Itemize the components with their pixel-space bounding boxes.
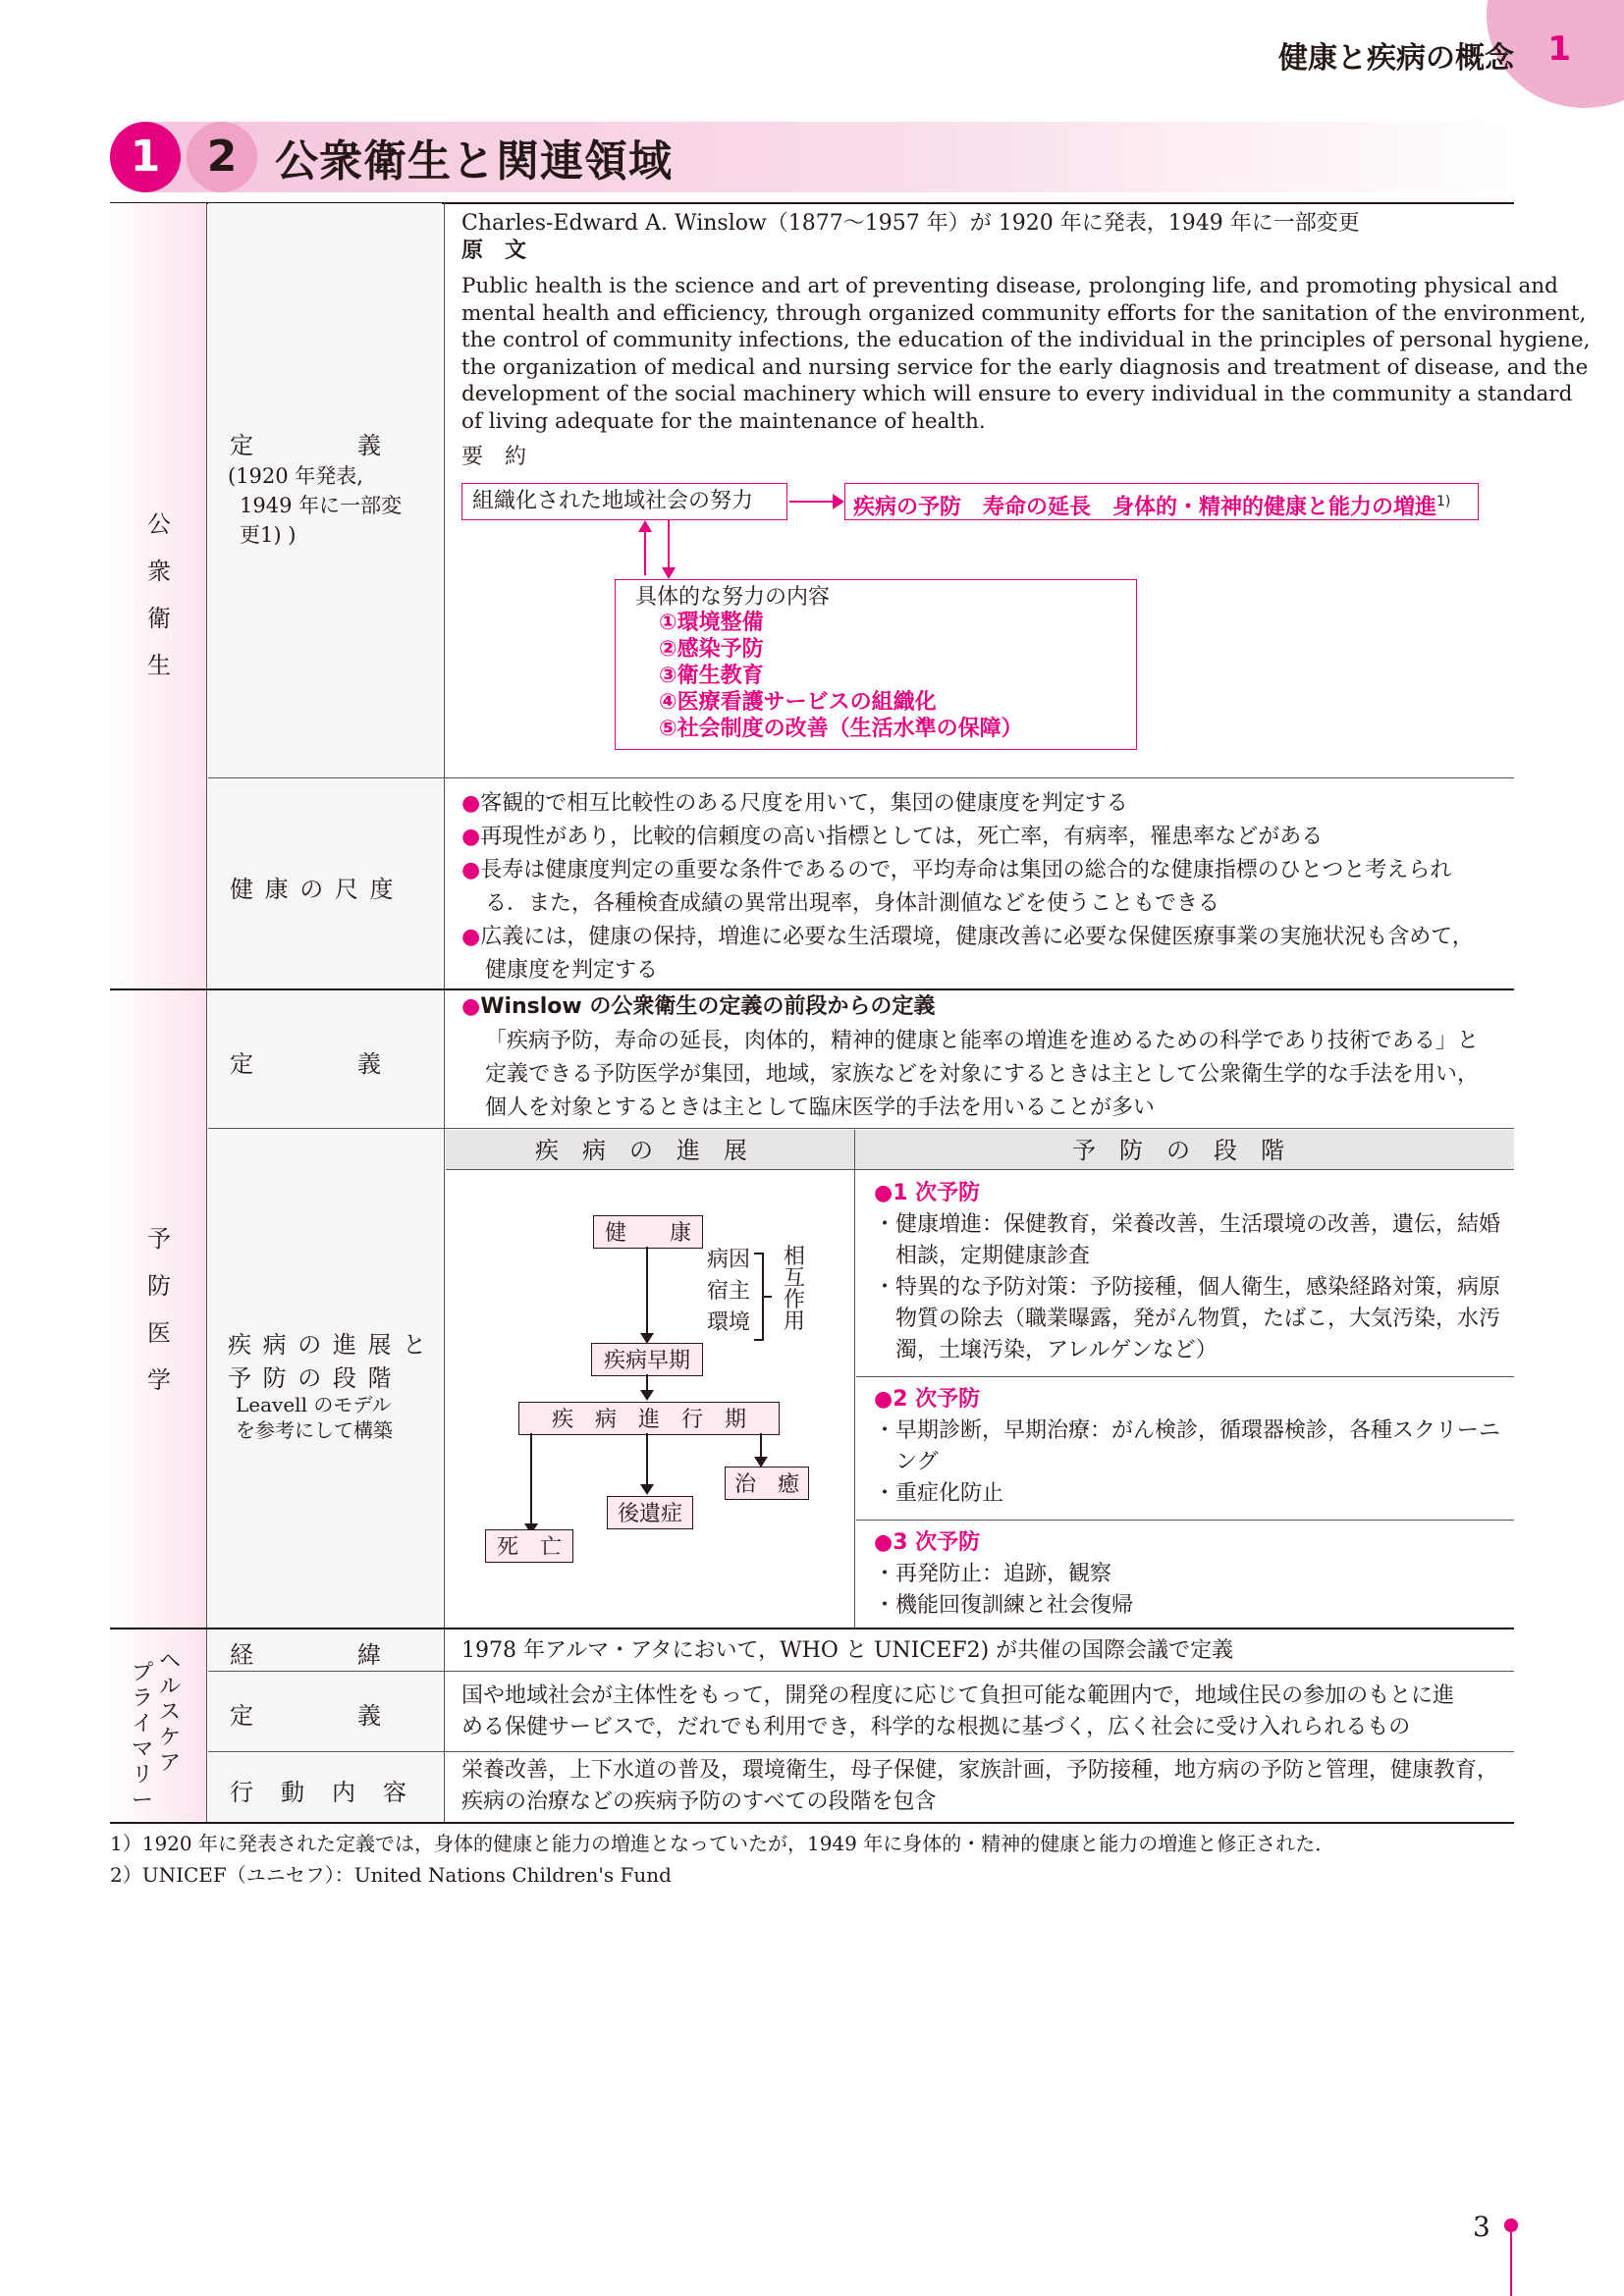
arrow-right-icon xyxy=(833,494,844,509)
leavell-note: Leavell のモデル を参考にして構築 xyxy=(236,1393,393,1442)
label-health-measure: 健 康 の 尺 度 xyxy=(230,876,396,903)
rule xyxy=(208,1671,1514,1672)
definition-note: (1920 年発表, 1949 年に一部変 更1) ) xyxy=(228,464,403,547)
secondary-prevention: ●2 次予防 ・早期診断，早期治療：がん検診，循環器検診，各種スクリーニ ング ・重症化防止 xyxy=(874,1387,1501,1506)
original-text: Public health is the science and art of preventing disease, prolonging life, and promoting physical and mental health and efficiency, through organized community efforts for the sanitation of the environment, the control of community infections, the education of the individual in the principles of personal hygiene, the organization of medical and nursing service for the early diagnosis and treatment of disease, and the development of the social machinery which will ensure to every individual in the community a standard of living adequate for the maintenance of health. xyxy=(461,274,1591,434)
rule xyxy=(208,777,1514,778)
arrow-down-icon xyxy=(640,1390,654,1401)
efforts-box: 具体的な努力の内容 ①環境整備 ②感染予防 ③衛生教育 ④医療看護サービスの組織化 ⑤社会制度の改善（生活水準の保障） xyxy=(615,579,1137,750)
goal-box: 疾病の予防 寿命の延長 身体的・精神的健康と能力の増進$^{1)}$ xyxy=(844,483,1479,520)
node-sequela: 後遺症 xyxy=(607,1496,693,1529)
label-stages-2: 予 防 の 段 階 xyxy=(228,1364,394,1392)
original-heading: 原 文 xyxy=(461,239,527,263)
effort-box: 組織化された地域社会の努力 xyxy=(461,483,787,520)
divider-sublabel xyxy=(444,203,445,1822)
arrow-down-icon xyxy=(662,567,676,579)
rule xyxy=(110,988,1514,990)
rule xyxy=(208,1751,1514,1752)
footnote-1: 1）1920 年に発表された定義では，身体的健康と能力の増進となっていたが，1949 年に身体的・精神的健康と能力の増進と修正された． xyxy=(110,1832,1335,1855)
node-death: 死 亡 xyxy=(485,1529,573,1563)
node-progress: 疾 病 進 行 期 xyxy=(518,1402,780,1435)
node-cure: 治 癒 xyxy=(725,1467,809,1500)
label-definition: 定 義 xyxy=(230,432,383,459)
category-preventive-medicine: 予 防 医 学 xyxy=(147,1225,171,1394)
col-progress-header: 疾 病 の 進 展 xyxy=(535,1137,747,1164)
rule xyxy=(110,1628,1514,1629)
section-number-1: 1 xyxy=(110,122,181,192)
flow-line xyxy=(530,1433,532,1527)
phc-actions-text: 栄養改善，上下水道の普及，環境衛生，母子保健，家族計画，予防接種，地方病の予防と管理，健康教育， 疾病の治療などの疾病予防のすべての段階を包含 xyxy=(461,1758,1499,1814)
causes: 病因 宿主 環境 xyxy=(707,1248,751,1335)
arrow-down-line xyxy=(668,520,670,569)
label-stages-1: 疾 病 の 進 展 と xyxy=(228,1331,429,1359)
section-title: 公衆衛生と関連領域 xyxy=(275,136,673,187)
col-prevent-header: 予 防 の 段 階 xyxy=(1072,1137,1284,1164)
tertiary-prevention: ●3 次予防 ・再発防止：追跡，観察 ・機能回復訓練と社会復帰 xyxy=(874,1530,1134,1618)
category-phc-col1: ヘ ル ス ケ ア xyxy=(158,1649,181,1776)
node-early: 疾病早期 xyxy=(591,1343,703,1376)
rule xyxy=(856,1376,1514,1377)
divider-category xyxy=(206,203,207,1822)
label-actions: 行 動 内 容 xyxy=(230,1779,408,1806)
page-number: 3 xyxy=(1473,2211,1490,2243)
footnote-2: 2）UNICEF（ユニセフ）：United Nations Children's Fund xyxy=(110,1863,672,1887)
section-number-2: 2 xyxy=(187,122,257,192)
brace-top xyxy=(754,1253,764,1255)
divider-stages xyxy=(854,1130,855,1628)
category-phc-col2: プ ラ イ マ リ ー xyxy=(131,1661,153,1813)
arrow-up-line xyxy=(644,526,646,575)
rule xyxy=(856,1520,1514,1521)
health-measure-list: ●客観的で相互比較性のある尺度を用いて，集団の健康度を判定する ●再現性があり，比較的信頼度の高い指標としては，死亡率，有病率，罹患率などがある ●長寿は健康度判定の重要な条件であるので，平均寿命は集団の総合的な健康指標のひとつと考えられ る．また，各種検査成績の異常出現率，身体計測値などを使うこともできる ●広義には，健康の保持，増進に必要な生活環境，健康改善に必要な保健医療事業の実施状況も含めて， 健康度を判定する xyxy=(461,791,1474,983)
arrow-up-icon xyxy=(638,520,652,532)
table-bottom-rule xyxy=(110,1822,1514,1824)
summary-heading: 要 約 xyxy=(461,445,527,469)
history-text: 1978 年アルマ・アタにおいて，WHO と UNICEF2) が共催の国際会議で定義 xyxy=(461,1638,1234,1663)
rule xyxy=(208,1128,1514,1129)
chapter-title: 健康と疾病の概念 xyxy=(1278,41,1514,76)
interaction-label: 相 互 作 用 xyxy=(784,1245,806,1334)
winslow-source: Charles-Edward A. Winslow（1877〜1957 年）が 1920 年に発表，1949 年に一部変更 xyxy=(461,211,1360,236)
node-health: 健 康 xyxy=(593,1215,703,1249)
flow-line xyxy=(646,1247,648,1337)
prev-def-heading: ●Winslow の公衆衛生の定義の前段からの定義 xyxy=(461,994,936,1019)
page-line xyxy=(1510,2232,1512,2296)
chapter-number: 1 xyxy=(1547,29,1571,69)
flow-line xyxy=(646,1433,648,1488)
label-prev-definition: 定 義 xyxy=(230,1050,383,1078)
category-public-health: 公 衆 衛 生 xyxy=(147,510,171,679)
arrow-down-icon xyxy=(640,1484,654,1495)
primary-prevention: ●1 次予防 ・健康増進：保健教育，栄養改善，生活環境の改善，遺伝，結婚 相談，定期健康診査 ・特異的な予防対策：予防接種，個人衛生，感染経路対策，病原 物質の除去（職業曝露，発がん物質，たばこ，大気汚染，水汚 濁，土壌汚染，アレルゲンなど） xyxy=(874,1181,1501,1362)
label-history: 経 緯 xyxy=(230,1641,383,1669)
arrow-line xyxy=(789,501,835,503)
label-phc-definition: 定 義 xyxy=(230,1702,383,1730)
page-dot xyxy=(1504,2218,1518,2232)
brace-mid xyxy=(764,1296,772,1298)
prev-def-text: 「疾病予防，寿命の延長，肉体的，精神的健康と能率の増進を進めるための科学であり技術である」と 定義できる予防医学が集団，地域，家族などを対象にするときは主として公衆衛生学的な手法を用い， 個人を対象とするときは主として臨床医学的手法を用いることが多い xyxy=(485,1029,1480,1120)
brace-bottom xyxy=(754,1339,764,1341)
phc-definition-text: 国や地域社会が主体性をもって，開発の程度に応じて負担可能な範囲内で，地域住民の参加のもとに進 める保健サービスで，だれでも利用でき，科学的な根拠に基づく，広く社会に受け入れられるもの xyxy=(461,1683,1455,1739)
